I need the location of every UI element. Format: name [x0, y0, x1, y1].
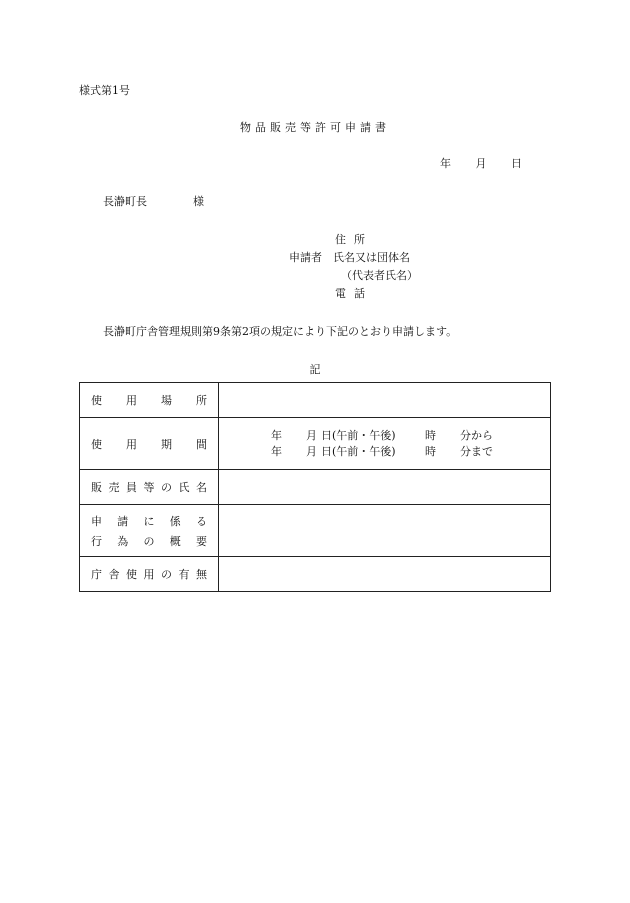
address-label: 住所 [335, 233, 373, 246]
application-table [79, 382, 551, 592]
label-char: 使 [91, 394, 102, 407]
period-value-cell[interactable] [219, 418, 551, 470]
date-month-label: 月 [475, 157, 487, 170]
label-char: 庁 [91, 568, 102, 581]
table-row [80, 383, 551, 418]
period-year: 年 [271, 428, 282, 442]
label-char: 概 [169, 534, 181, 548]
date-line [440, 155, 522, 171]
applicant-block [289, 231, 429, 301]
name-label: 氏名又は団体名 [333, 251, 410, 264]
label-char: 員 [126, 481, 137, 494]
label-char: 舎 [108, 568, 120, 581]
label-char: 使 [126, 568, 137, 581]
row-label-location [80, 383, 219, 418]
table-row [80, 470, 551, 505]
addressee-name: 長瀞町長 [103, 195, 147, 208]
spread-label [91, 533, 207, 549]
representative-label: （代表者氏名） [341, 269, 418, 282]
salesperson-value-cell[interactable] [219, 470, 551, 505]
label-char: 要 [196, 534, 207, 548]
period-day: 日(午前・午後) [321, 428, 396, 442]
period-month: 月 [306, 444, 317, 458]
row-label-building-use [80, 557, 219, 592]
label-char: 用 [126, 437, 137, 451]
label-char: の [161, 481, 172, 494]
period-minute: 分から [460, 428, 493, 442]
period-ym [271, 444, 321, 460]
date-year-label: 年 [440, 157, 451, 170]
label-char: の [143, 534, 155, 548]
addressee [103, 193, 204, 209]
activity-value-cell[interactable] [219, 505, 551, 557]
period-year: 年 [271, 444, 282, 458]
spread-label [91, 479, 207, 495]
label-char: 用 [126, 394, 137, 407]
spread-label [91, 436, 207, 452]
label-char: 為 [117, 534, 129, 548]
period-line-from [271, 428, 550, 444]
form-number: 様式第1号 [79, 84, 130, 97]
applicant-label: 申請者 [289, 251, 322, 264]
label-char: 無 [196, 568, 207, 581]
label-char: 名 [196, 481, 207, 494]
label-char: 行 [91, 534, 102, 548]
body-text: 長瀞町庁舎管理規則第9条第2項の規定により下記のとおり申請します。 [103, 325, 458, 338]
label-char: 用 [143, 568, 155, 581]
label-char: の [161, 568, 172, 581]
period-ym [271, 428, 321, 444]
spread-label [91, 392, 207, 408]
table-row [80, 505, 551, 557]
period-minute: 分まで [460, 444, 493, 458]
label-char: 期 [161, 437, 172, 451]
phone-label: 電話 [335, 287, 373, 300]
table-row [80, 557, 551, 592]
label-char: 売 [108, 481, 120, 494]
row-label-period [80, 418, 219, 470]
label-char: 有 [178, 568, 190, 581]
label-char: 申 [91, 514, 102, 528]
document-title: 物品販売等許可申請書 [240, 121, 390, 134]
label-char: 間 [196, 437, 207, 451]
label-char: 場 [161, 394, 172, 407]
label-char: 係 [169, 514, 181, 528]
spread-label [91, 513, 207, 529]
date-day-label: 日 [511, 157, 522, 170]
label-char: 請 [117, 514, 129, 528]
spread-label [91, 566, 207, 582]
location-value-cell[interactable] [219, 383, 551, 418]
label-char: に [143, 514, 155, 528]
label-char: 使 [91, 437, 102, 451]
period-line-to [271, 444, 550, 460]
building-use-value-cell[interactable] [219, 557, 551, 592]
label-char: 所 [196, 394, 207, 407]
period-hour: 時 [425, 428, 436, 442]
label-char: 氏 [178, 481, 190, 494]
addressee-honorific: 様 [193, 195, 204, 208]
period-hour: 時 [425, 444, 436, 458]
row-label-salesperson [80, 470, 219, 505]
ki-heading: 記 [309, 363, 321, 376]
label-char: 等 [143, 481, 155, 494]
period-day: 日(午前・午後) [321, 444, 396, 458]
table-row [80, 418, 551, 470]
row-label-activity [80, 505, 219, 557]
period-month: 月 [306, 428, 317, 442]
label-char: る [196, 514, 207, 528]
label-char: 販 [91, 481, 102, 494]
